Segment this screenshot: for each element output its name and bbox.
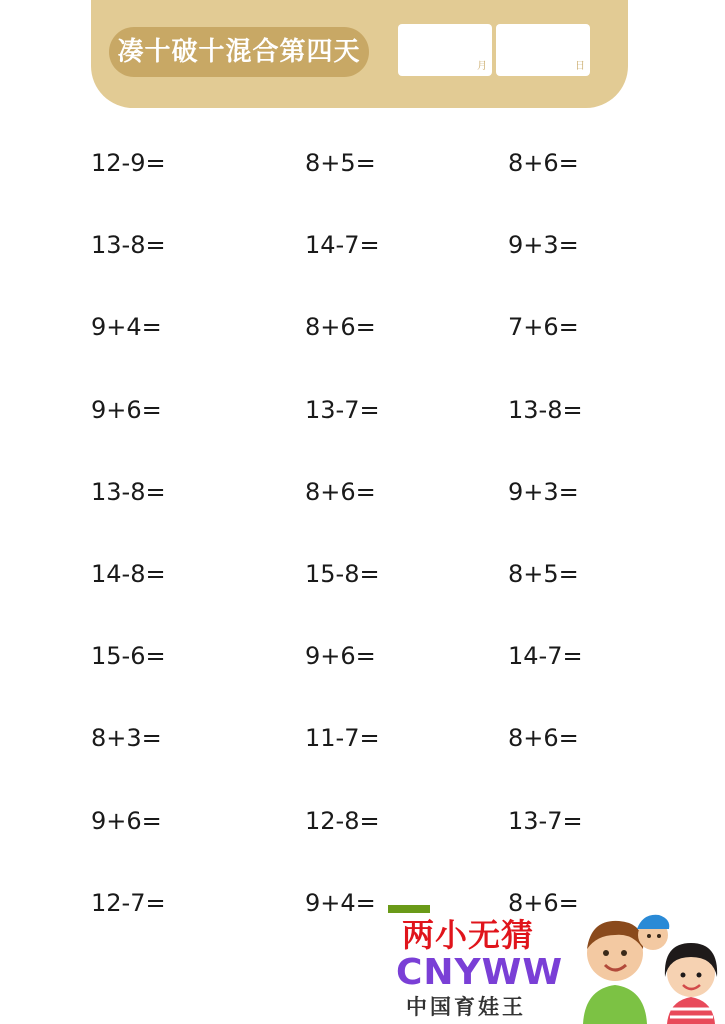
problem-item: 14-7= [508,642,583,670]
problem-item: 11-7= [305,724,380,752]
problem-item: 8+6= [305,313,376,341]
problem-item: 14-8= [91,560,166,588]
problem-item: 9+3= [508,231,579,259]
problem-item: 9+6= [91,807,162,835]
problem-item: 8+6= [508,149,579,177]
problem-item: 8+3= [91,724,162,752]
watermark-green-bar [388,905,430,913]
watermark-logo [388,905,725,1024]
problem-item: 8+5= [305,149,376,177]
problem-item: 13-7= [305,396,380,424]
problem-item: 13-7= [508,807,583,835]
problem-item: 14-7= [305,231,380,259]
problem-item: 8+6= [508,724,579,752]
problem-item: 9+3= [508,478,579,506]
worksheet-title: 凑十破十混合第四天 [109,27,369,77]
problem-item: 9+6= [305,642,376,670]
problem-item: 9+6= [91,396,162,424]
problem-item: 12-7= [91,889,166,917]
problem-item: 8+5= [508,560,579,588]
problem-item: 8+6= [508,889,579,917]
day-unit-label: 日 [575,61,585,72]
problem-item: 12-8= [305,807,380,835]
watermark-line-3: 中国育娃王 [406,995,526,1019]
month-unit-label: 月 [477,61,487,72]
problem-item: 7+6= [508,313,579,341]
problem-item: 13-8= [91,478,166,506]
problem-item: 9+4= [305,889,376,917]
problem-item: 13-8= [91,231,166,259]
watermark-line-2: CNYWW [396,952,564,993]
problem-item: 15-8= [305,560,380,588]
problem-item: 9+4= [91,313,162,341]
problem-item: 8+6= [305,478,376,506]
problem-item: 13-8= [508,396,583,424]
cartoon-kids-icon [573,905,725,1024]
watermark-line-1: 两小无猜 [402,916,535,954]
problem-item: 15-6= [91,642,166,670]
problem-item: 12-9= [91,149,166,177]
